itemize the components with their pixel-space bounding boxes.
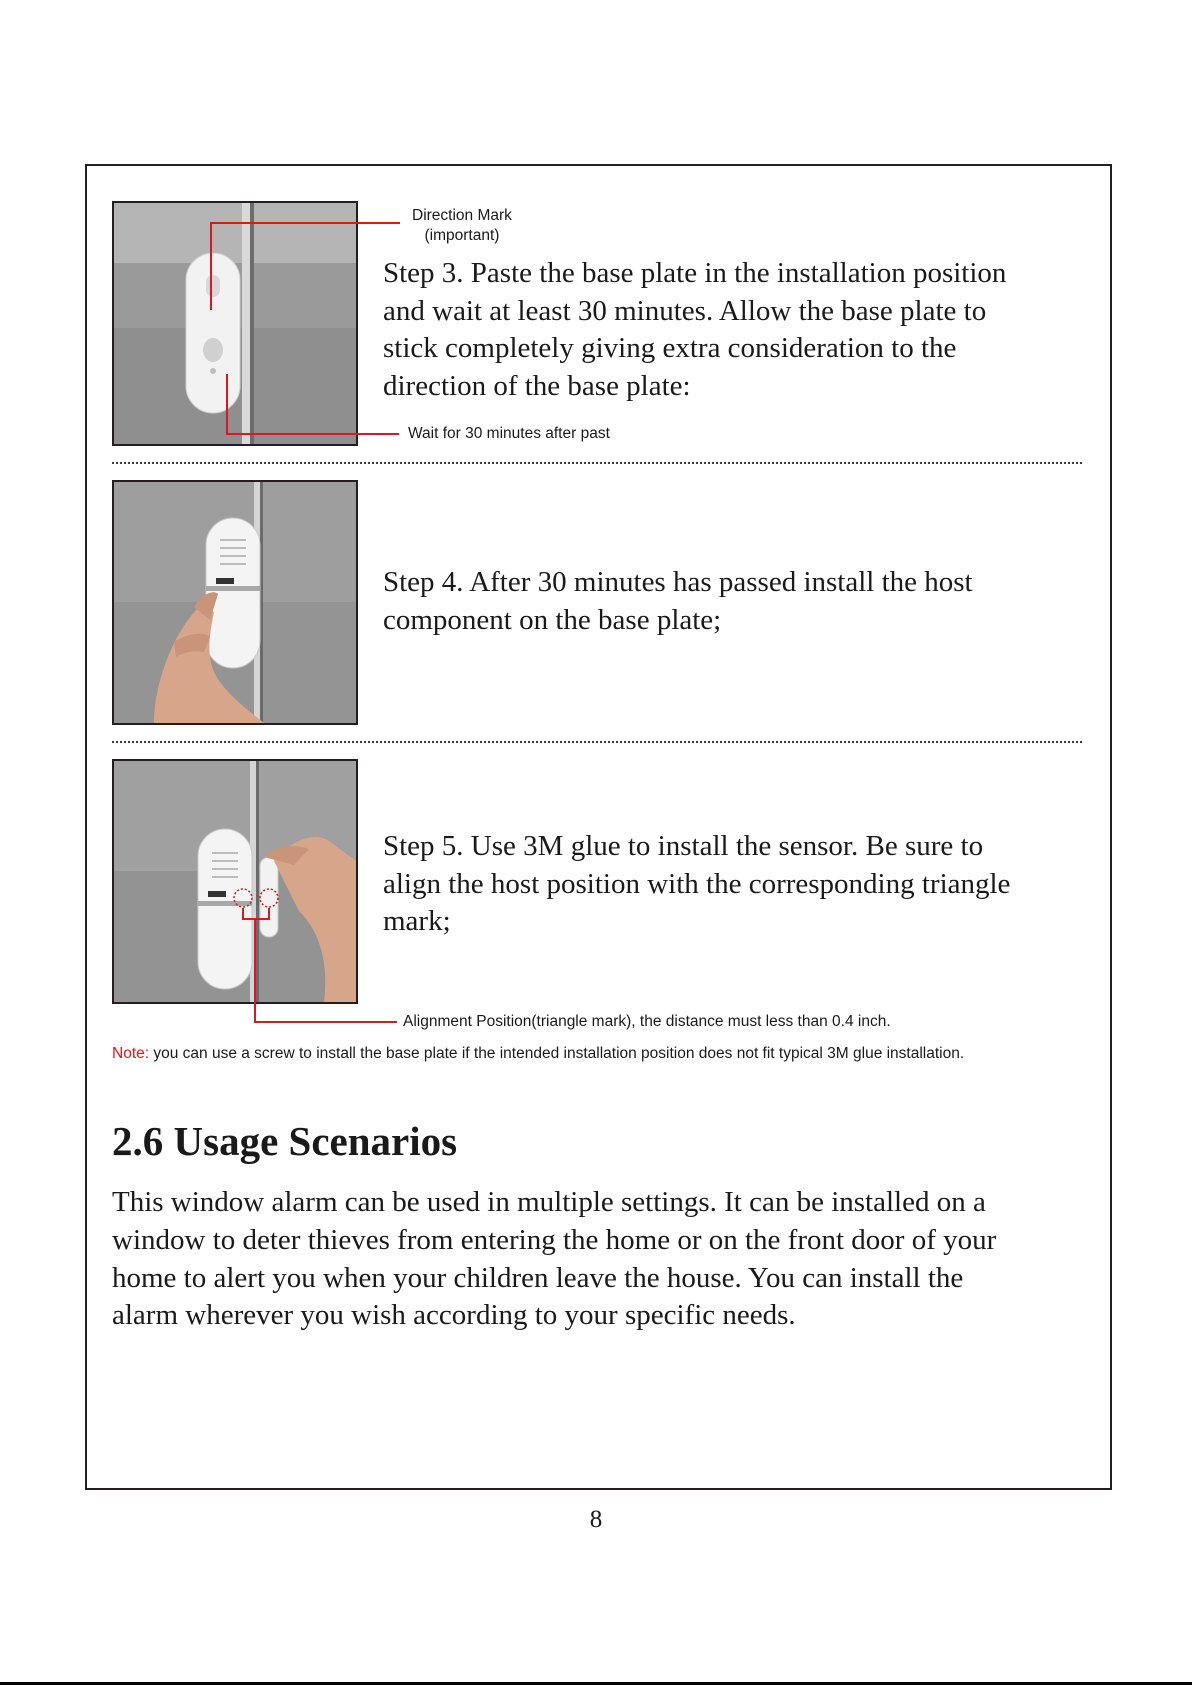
- installation-note: [112, 1045, 1112, 1063]
- page-number: 8: [589, 1506, 603, 1533]
- note-text: you can use a screw to install the base plate if the intended installation position does not fit typical 3M glue installation.: [149, 1045, 965, 1062]
- step4-photo: [112, 480, 358, 725]
- divider: [112, 462, 1082, 464]
- section-heading: 2.6 Usage Scenarios: [112, 1118, 458, 1164]
- direction-mark-leader-vertical: [210, 222, 212, 310]
- direction-mark-callout: Direction Mark (important): [412, 207, 512, 244]
- alignment-leader-vertical: [254, 918, 256, 1023]
- step3-photo: [112, 201, 358, 446]
- step5-text: Step 5. Use 3M glue to install the sensor. Be sure to align the host position with the corresponding triangle mark;: [383, 830, 1011, 937]
- step5-photo: [112, 759, 358, 1004]
- direction-mark-leader-horizontal: [210, 222, 400, 224]
- step4-text: Step 4. After 30 minutes has passed install the host component on the base plate;: [383, 566, 973, 636]
- alignment-callout: Alignment Position(triangle mark), the distance must less than 0.4 inch.: [403, 1013, 891, 1030]
- wait-callout: Wait for 30 minutes after past: [408, 425, 610, 442]
- step3-text: Step 3. Paste the base plate in the installation position and wait at least 30 minutes. Allow the base plate to stick completely giving extra consideration to the direction of the base plate:: [383, 257, 1007, 402]
- section-body: This window alarm can be used in multiple settings. It can be installed on a window to deter thieves from entering the home or on the front door of your home to alert you when your children leave the house. You can install the alarm wherever you wish according to your specific needs.: [112, 1186, 997, 1332]
- alignment-leader-horizontal: [254, 1021, 397, 1023]
- wait-callout-leader-vertical: [226, 374, 228, 434]
- divider: [112, 741, 1082, 743]
- note-label: Note:: [112, 1045, 150, 1062]
- wait-callout-leader-horizontal: [226, 433, 399, 435]
